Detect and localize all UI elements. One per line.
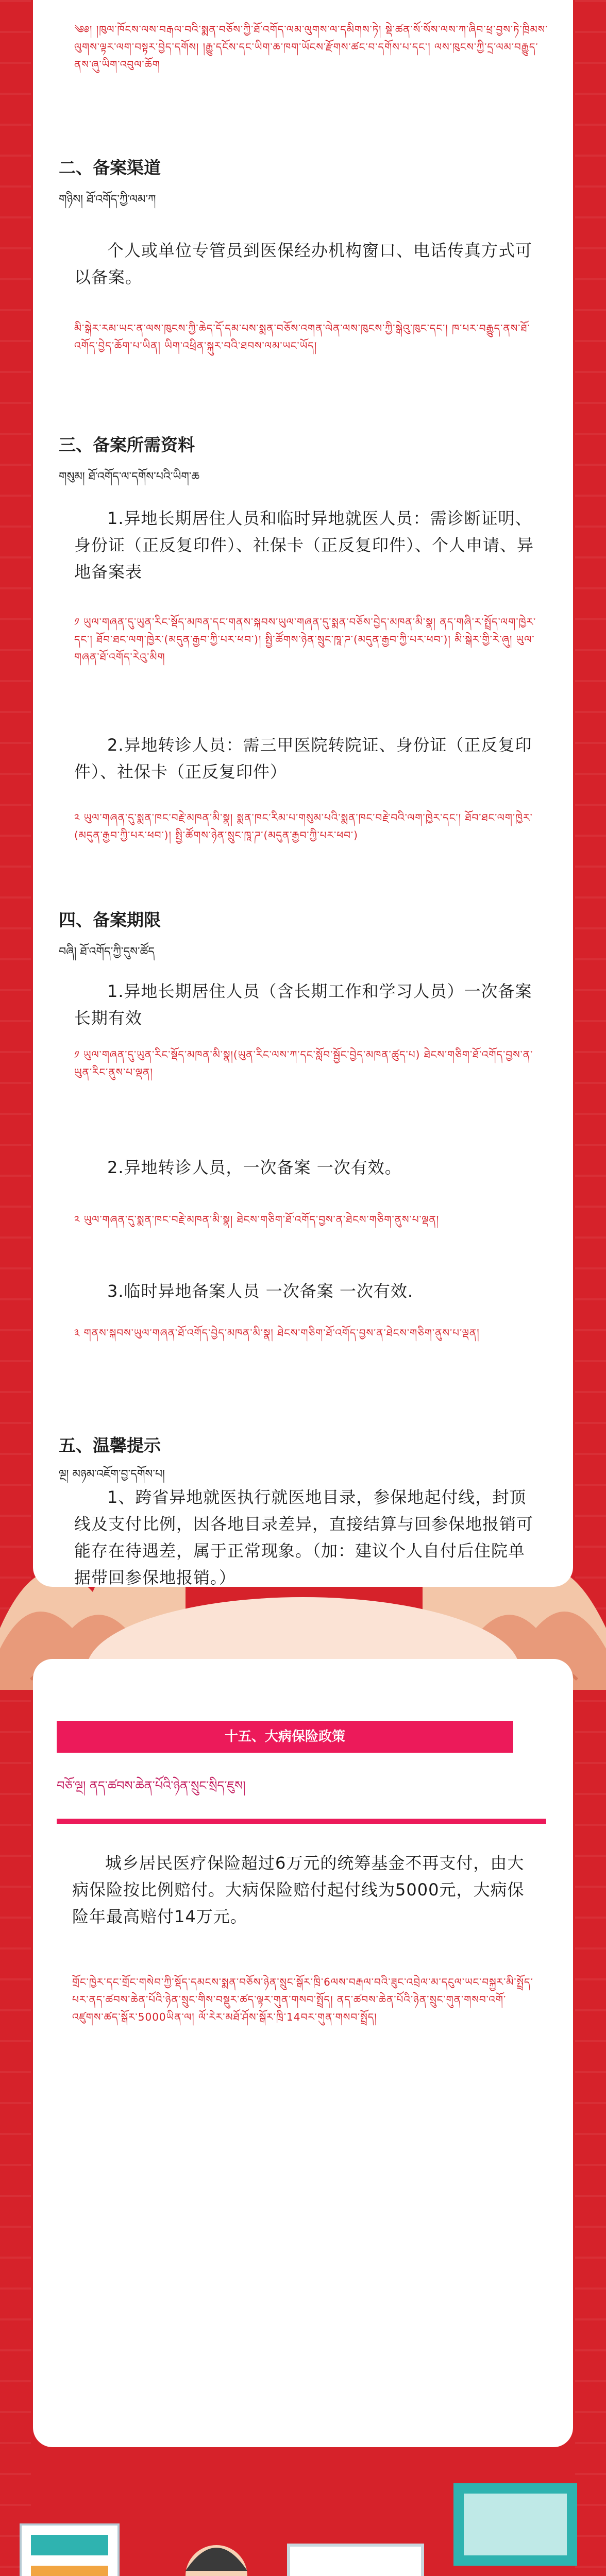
section-5-title-tib: ལྔ། མཉམ་འཇོག་བྱ་དགོས་པ། xyxy=(59,1468,165,1481)
section-4-title: 四、备案期限 xyxy=(59,910,161,930)
policy-banner-tib: བཅོ་ལྔ། ནད་ཚབས་ཆེན་པོའི་ཉེན་སྲུང་སྲིད་ཇུས། xyxy=(57,1778,246,1793)
policy-body-tib: གྲོང་ཁྱེར་དང་གྲོང་གསེབ་ཀྱི་སྡོད་དམངས་སྨན་བཅོས་ཉེན་སྲུང་སྒོར་ཁྲི་6ལས་བརྒལ་བའི་ཟུང་འབྲེལ་མ་དངུལ་ཡང་བསྐྱར་མི་སྤྲོད་པར་ནད་ཚབས་ཆེན་པོའི་ཉེན་སྲུང་གིས་བསྡུར་ཚད་ལྟར་གུན་གསབ་སྤྲོད། ནད་ཚབས་ཆེན་པོའི་ཉེན་སྲུང་གུན་གསབ་འགོ་འཛུགས་ཚད་སྒོར་5000ཡིན་ལ། ལོ་རེར་མཐོ་ཤོས་སྒོར་ཁྲི་14བར་གུན་གསབ་སྤྲོད། xyxy=(72,1976,533,2023)
section-2-title-tib: གཉིས། ཐོ་འགོད་ཀྱི་ལམ་ཀ xyxy=(59,193,156,206)
section-3-item-2: 2.异地转诊人员：需三甲医院转院证、身份证（正反复印件）、社保卡（正反复印件） xyxy=(74,735,532,782)
section-3-item-1-tib: ༡ ཡུལ་གཞན་དུ་ཡུན་རིང་སྡོད་མཁན་དང་གནས་སྐབས་ཡུལ་གཞན་དུ་སྨན་བཅོས་བྱེད་མཁན་མི་སྣ། ནད་གཞི་ར་སྤྲོད་ལག་ཁྱེར་དང་། ཐོབ་ཐང་ལག་ཁྱེར་(མདུན་རྒྱབ་ཀྱི་པར་ཕབ་)། སྤྱི་ཚོགས་ཉེན་སྲུང་ཁཱ་ཌ་(མདུན་རྒྱབ་ཀྱི་པར་ཕབ་)། མི་སྒེར་གྱི་རེ་ཞུ། ཡུལ་གཞན་ཐོ་འགོད་རེའུ་མིག xyxy=(74,616,536,663)
section-4-title-tib: བཞི། ཐོ་འགོད་ཀྱི་དུས་ཚོད xyxy=(59,945,155,958)
section-3-item-1: 1.异地长期居住人员和临时异地就医人员：需诊断证明、身份证（正反复印件）、社保卡（正反复印件）、个人申请、异地备案表 xyxy=(74,509,534,582)
section-4-item-3: 3.临时异地备案人员 一次备案 一次有效. xyxy=(107,1281,414,1301)
section-4-item-2-tib: ༢ ཡུལ་གཞན་དུ་སྨན་ཁང་བརྗེ་མཁན་མི་སྣ། ཐེངས་གཅིག་ཐོ་འགོད་བྱས་ན་ཐེངས་གཅིག་ནུས་པ་ལྡན། xyxy=(74,1213,440,1226)
section-2-body-tib: མི་སྒེར་རམ་ཡང་ན་ལས་ཁུངས་ཀྱི་ཆེད་དོ་དམ་པས་སྨན་བཅོས་འགན་ལེན་ལས་ཁུངས་ཀྱི་སྒེའུ་ཁུང་དང་། ཁ་པར་བརྒྱུད་ནས་ཐོ་འགོད་བྱེད་ཆོག་པ་ཡིན། ཡིག་འཕྲིན་སྐུར་བའི་ཐབས་ལམ་ཡང་ཡོད། xyxy=(74,322,530,352)
intro-tibetan: ༄༅། །ཁུལ་ཁོངས་ལས་བརྒལ་བའི་སྨན་བཅོས་ཀྱི་ཐོ་འགོད་ལམ་ལུགས་ལ་དམིགས་ཏེ། སྡེ་ཚན་སོ་སོས་ལས་ཀ་ཞིབ་ཕྲ་བྱས་ཏེ་ཁྲིམས་ལུགས་ལྟར་ལག་བསྟར་བྱེད་དགོས། །རྒྱུ་དངོས་དང་ཡིག་ཆ་ཁག་ཡོངས་རྫོགས་ཚང་བ་དགོས་པ་དང་། ལས་ཁུངས་ཀྱི་དྲ་ལམ་བརྒྱུད་ནས་ཞུ་ཡིག་འབུལ་ཆོག xyxy=(74,23,548,71)
section-2-body: 个人或单位专管员到医保经办机构窗口、电话传真方式可以备案。 xyxy=(74,241,533,287)
bottom-illustration xyxy=(0,2421,606,2576)
section-3-title: 三、备案所需资料 xyxy=(59,435,195,455)
policy-body: 城乡居民医疗保险超过6万元的统筹基金不再支付，由大病保险按比例赔付。大病保险赔付起付线为5000元，大病保险年最高赔付14万元。 xyxy=(72,1853,525,1926)
section-3-item-2-tib: ༢ ཡུལ་གཞན་དུ་སྨན་ཁང་བརྗེ་མཁན་མི་སྣ། སྨན་ཁང་རིམ་པ་གསུམ་པའི་སྨན་ཁང་བརྗེ་བའི་ལག་ཁྱེར་དང་། ཐོབ་ཐང་ལག་ཁྱེར་(མདུན་རྒྱབ་ཀྱི་པར་ཕབ་)། སྤྱི་ཚོགས་ཉེན་སྲུང་ཁཱ་ཌ་(མདུན་རྒྱབ་ཀྱི་པར་ཕབ་) xyxy=(74,811,533,841)
left-pattern xyxy=(0,0,31,2576)
section-4-item-1: 1.异地长期居住人员（含长期工作和学习人员）一次备案 长期有效 xyxy=(74,981,532,1028)
policy-banner: 十五、大病保险政策 xyxy=(57,1721,513,1753)
policy-divider xyxy=(57,1819,546,1824)
section-4-item-2: 2.异地转诊人员，一次备案 一次有效。 xyxy=(107,1158,402,1177)
right-pattern xyxy=(575,0,606,2576)
section-5-title: 五、温馨提示 xyxy=(59,1435,161,1455)
section-2-title: 二、备案渠道 xyxy=(59,158,161,178)
section-3-title-tib: གསུམ། ཐོ་འགོད་ལ་དགོས་པའི་ཡིག་ཆ xyxy=(59,470,200,483)
section-4-item-1-tib: ༡ ཡུལ་གཞན་དུ་ཡུན་རིང་སྡོད་མཁན་མི་སྣ།(ཡུན་རིང་ལས་ཀ་དང་སློབ་སྦྱོང་བྱེད་མཁན་ཚུད་པ) ཐེངས་གཅིག་ཐོ་འགོད་བྱས་ན་ཡུན་རིང་ནུས་པ་ལྡན། xyxy=(74,1048,533,1078)
section-5-item-1: 1、跨省异地就医执行就医地目录，参保地起付线，封顶线及支付比例，因各地目录差异，直接结算与回参保地报销可能存在待遇差，属于正常现象。（加：建议个人自付后住院单据带回参保地报销。） xyxy=(74,1487,534,1587)
content-card-main xyxy=(33,0,573,1587)
section-4-item-3-tib: ༣ གནས་སྐབས་ཡུལ་གཞན་ཐོ་འགོད་བྱེད་མཁན་མི་སྣ། ཐེངས་གཅིག་ཐོ་འགོད་བྱས་ན་ཐེངས་གཅིག་ནུས་པ་ལྡན། xyxy=(74,1327,480,1339)
